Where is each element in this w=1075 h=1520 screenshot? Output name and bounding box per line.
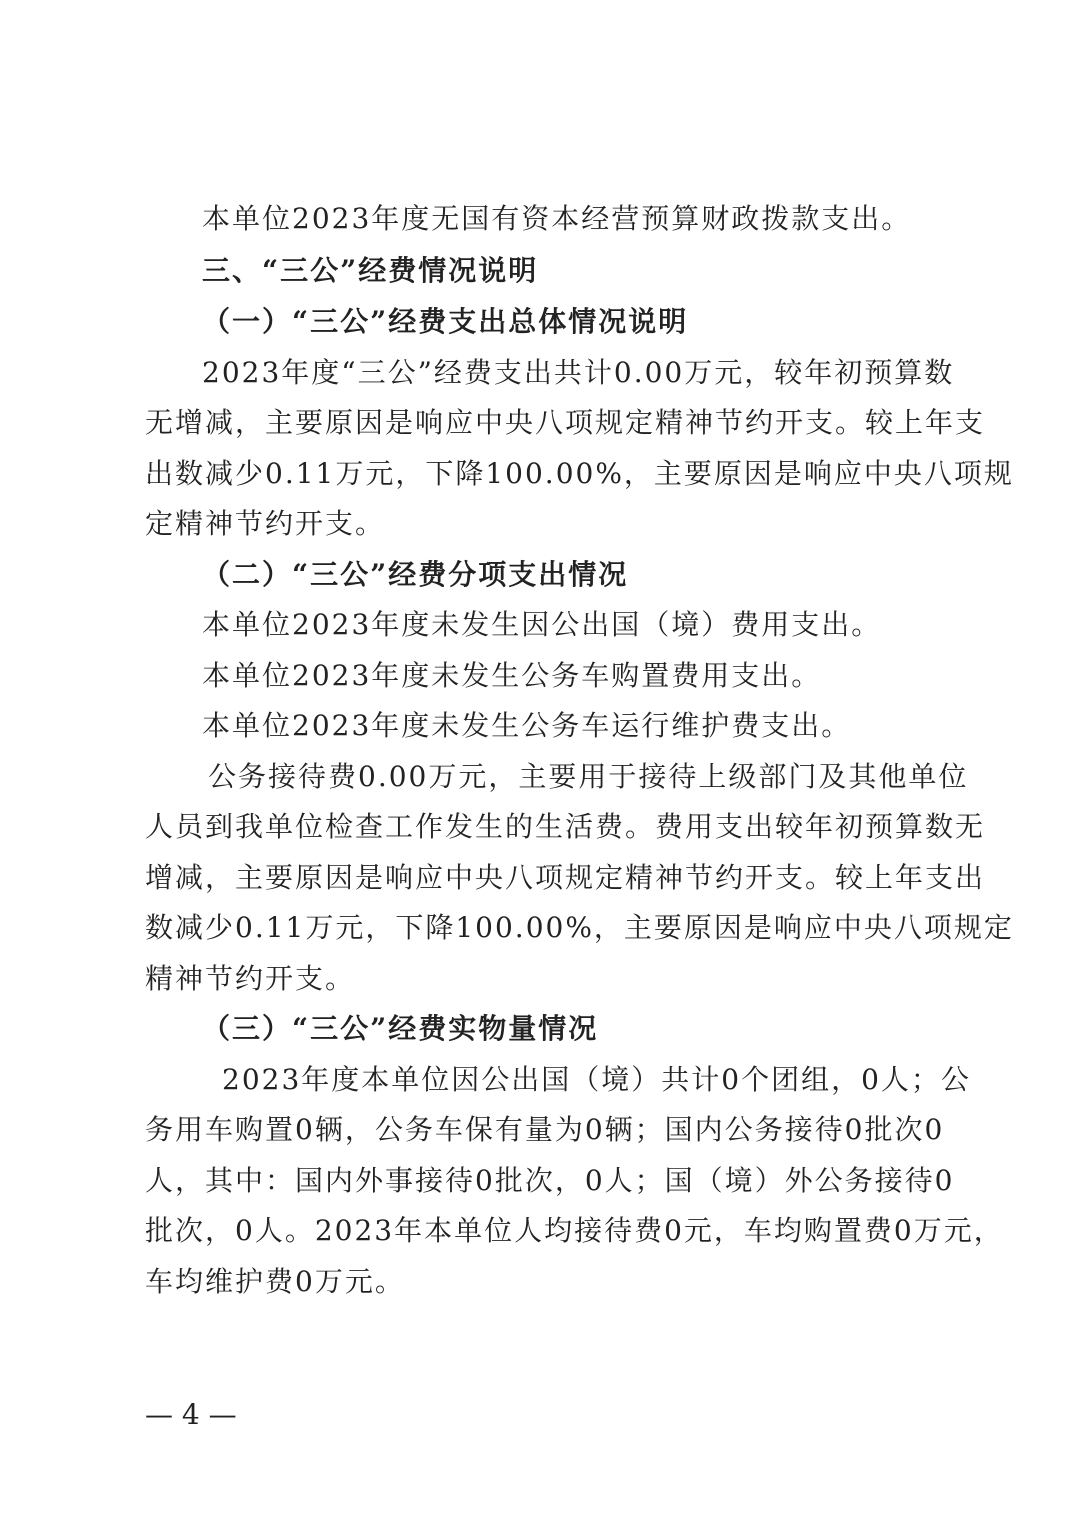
paragraph-line: 增减，主要原因是响应中央八项规定精神节约开支。较上年支出 xyxy=(145,861,986,894)
paragraph-line: 人，其中：国内外事接待0批次，0人；国（境）外公务接待0 xyxy=(145,1164,955,1197)
paragraph-line: 2023年度“三公”经费支出共计0.00万元，较年初预算数 xyxy=(202,356,955,389)
paragraph-line: 务用车购置0辆，公务车保有量为0辆；国内公务接待0批次0 xyxy=(145,1113,945,1146)
paragraph-line: 无增减，主要原因是响应中央八项规定精神节约开支。较上年支 xyxy=(145,406,986,439)
paragraph-line: 批次，0人。2023年本单位人均接待费0元，车均购置费0万元， xyxy=(145,1214,1004,1247)
paragraph-line: 车均维护费0万元。 xyxy=(145,1265,405,1298)
subsection-heading: （三）“三公”经费实物量情况 xyxy=(202,1012,599,1045)
paragraph-line: 人员到我单位检查工作发生的生活费。费用支出较年初预算数无 xyxy=(145,810,986,843)
paragraph-line: 本单位2023年度无国有资本经营预算财政拨款支出。 xyxy=(202,202,912,235)
paragraph-line: 本单位2023年度未发生因公出国（境）费用支出。 xyxy=(202,608,882,641)
paragraph-line: 本单位2023年度未发生公务车运行维护费支出。 xyxy=(202,709,852,742)
subsection-heading: （一）“三公”经费支出总体情况说明 xyxy=(202,305,689,338)
subsection-heading: （二）“三公”经费分项支出情况 xyxy=(202,558,629,591)
section-heading: 三、“三公”经费情况说明 xyxy=(202,254,539,287)
page-number: — 4 — xyxy=(145,1398,237,1431)
paragraph-line: 定精神节约开支。 xyxy=(145,507,386,540)
paragraph-line: 精神节约开支。 xyxy=(145,962,356,995)
paragraph-line: 出数减少0.11万元，下降100.00%，主要原因是响应中央八项规 xyxy=(145,457,1014,490)
paragraph-line: 公务接待费0.00万元，主要用于接待上级部门及其他单位 xyxy=(208,760,969,793)
paragraph-line: 2023年度本单位因公出国（境）共计0个团组，0人；公 xyxy=(222,1063,971,1096)
paragraph-line: 数减少0.11万元，下降100.00%，主要原因是响应中央八项规定 xyxy=(145,911,1014,944)
paragraph-line: 本单位2023年度未发生公务车购置费用支出。 xyxy=(202,659,822,692)
